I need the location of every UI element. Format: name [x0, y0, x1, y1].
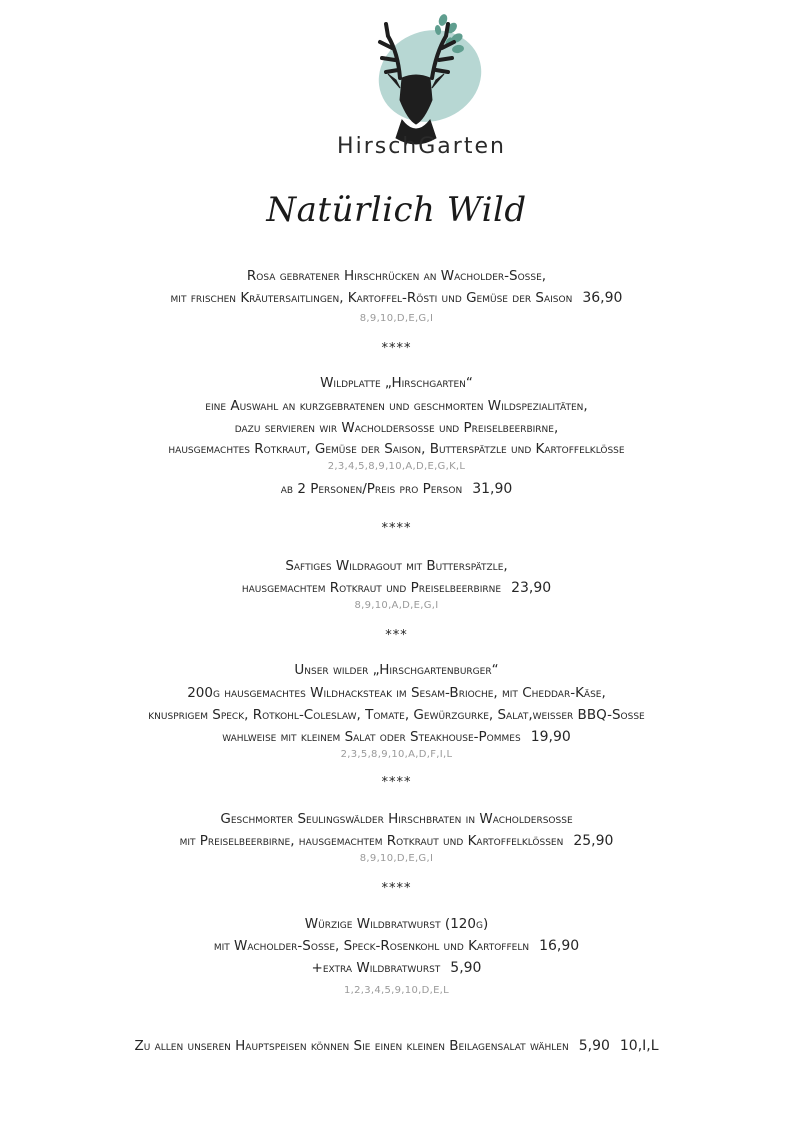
item-5-price: 25,90 — [573, 833, 614, 849]
item-4-price: 19,90 — [530, 729, 571, 745]
item-2-note: ab 2 Personen/Preis pro Person 31,90 — [280, 481, 513, 497]
item-1-line-1: Rosa gebratener Hirschrücken an Wacholder-Sosse, — [246, 268, 547, 284]
item-6-extra: +extra Wildbratwurst 5,90 — [311, 960, 482, 976]
item-6-line-1: Würzige Wildbratwurst (120g) — [304, 916, 489, 932]
item-4-line-4: wahlweise mit kleinem Salat oder Steakhouse-Pommes 19,90 — [222, 729, 571, 745]
item-5-line-1: Geschmorter Seulingswälder Hirschbraten in Wacholdersosse — [220, 811, 573, 827]
item-3-line-1: Saftiges Wildragout mit Butterspätzle, — [285, 558, 508, 574]
item-3-allergens: 8,9,10,A,D,E,G,I — [354, 600, 439, 611]
separator-1: **** — [381, 341, 412, 356]
item-6-allergens: 1,2,3,4,5,9,10,D,E,L — [343, 985, 450, 996]
item-2-line-1: Wildplatte „Hirschgarten“ — [320, 375, 473, 391]
item-2-line-2: eine Auswahl an kurzgebratenen und geschmorten Wildspezialitäten, — [205, 398, 588, 414]
item-2-price: 31,90 — [472, 481, 513, 497]
separator-5: **** — [381, 881, 412, 896]
separator-4: **** — [381, 775, 412, 790]
item-1-line-2: mit frischen Kräutersaitlingen, Kartoffel-Rösti und Gemüse der Saison 36,90 — [170, 290, 623, 306]
item-6-line-2: mit Wacholder-Sosse, Speck-Rosenkohl und Kartoffeln 16,90 — [213, 938, 580, 954]
item-4-line-1: Unser wilder „Hirschgartenburger“ — [294, 662, 499, 678]
item-4-line-2: 200g hausgemachtes Wildhacksteak im Sesam-Brioche, mit Cheddar-Käse, — [187, 685, 606, 701]
item-5-allergens: 8,9,10,D,E,G,I — [359, 853, 434, 864]
item-1-allergens: 8,9,10,D,E,G,I — [359, 313, 434, 324]
item-3-price: 23,90 — [511, 580, 552, 596]
item-4-line-3: knusprigem Speck, Rotkohl-Coleslaw, Tomate, Gewürzgurke, Salat,weisser BBQ-Sosse — [148, 707, 645, 723]
separator-2: **** — [381, 521, 412, 536]
item-2-line-4: hausgemachtes Rotkraut, Gemüse der Saison, Butterspätzle und Kartoffelklösse — [168, 441, 625, 457]
logo-blob — [366, 16, 495, 136]
separator-3: *** — [385, 628, 408, 643]
item-4-allergens: 2,3,5,8,9,10,A,D,F,I,L — [340, 749, 453, 760]
brand-name: HirschGarten — [337, 134, 506, 159]
item-6-price: 16,90 — [539, 938, 580, 954]
item-1-price: 36,90 — [582, 290, 623, 306]
footer-price: 5,90 — [578, 1038, 610, 1054]
item-2-line-3: dazu servieren wir Wacholdersosse und Preiselbeerbirne, — [234, 420, 559, 436]
item-6-extra-price: 5,90 — [450, 960, 482, 976]
footer-note: Zu allen unseren Hauptspeisen können Sie einen kleinen Beilagensalat wählen 5,90 10,I,L — [134, 1038, 659, 1054]
item-3-line-2: hausgemachtem Rotkraut und Preiselbeerbirne 23,90 — [241, 580, 552, 596]
footer-allergens: 10,I,L — [619, 1038, 659, 1054]
item-5-line-2: mit Preiselbeerbirne, hausgemachtem Rotkraut und Kartoffelklössen 25,90 — [179, 833, 614, 849]
item-2-allergens: 2,3,4,5,8,9,10,A,D,E,G,K,L — [327, 461, 466, 472]
menu-title: Natürlich Wild — [266, 190, 527, 230]
